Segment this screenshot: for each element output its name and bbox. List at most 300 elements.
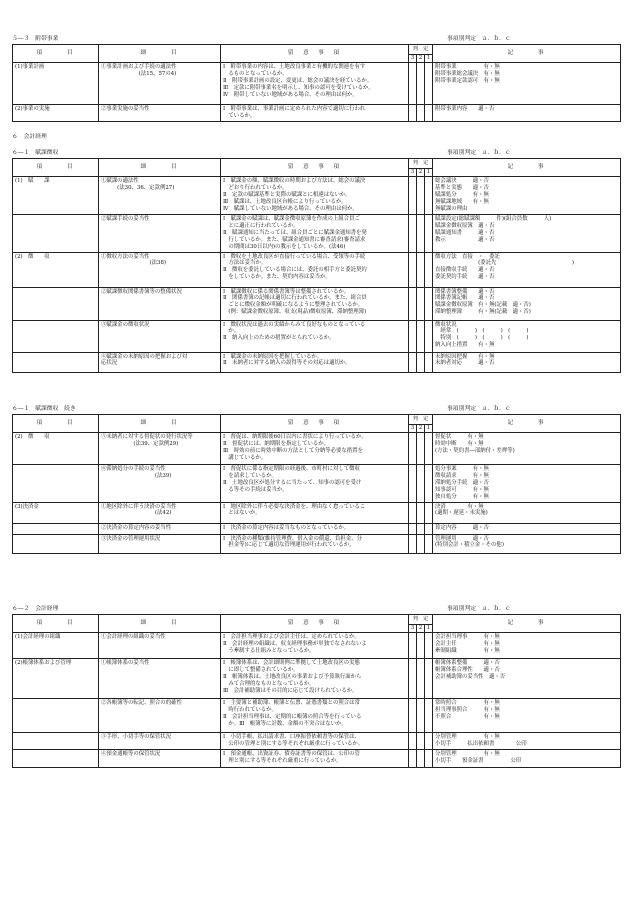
detail-cell [99,177,221,215]
judge-checkbox[interactable] [425,523,433,534]
header-judge: 判 定 [409,415,433,425]
detail-line: (法38) [101,260,166,267]
detail-line: ②決済金の算定内容の妥当性 [101,524,172,531]
header-item: 項 目 [13,45,99,63]
header-item: 項 目 [13,615,99,633]
notes-cell [433,750,621,768]
item-cell [13,465,99,503]
detail-cell [99,105,221,122]
header-detail: 細 目 [99,415,221,433]
note-line: 無賦課の理由 [435,205,468,212]
point-line: Ⅲ 定款に附帯事業名を明示し、知事の認可を受けているか。 [223,84,374,91]
point-line: Ⅱ 定款の賦課基準と実際の賦課とに相違はないか。 [223,191,351,198]
point-line: Ⅰ 賦課金の額、賦課徴収の時期および方法は、総会の議決 [223,178,366,184]
note-line: 牽制組織 有・無 [435,647,500,654]
judge-checkbox[interactable] [417,320,425,352]
item-cell [13,523,99,534]
detail-line: ③決済金の管理運用状況 [101,535,161,542]
sec3-section [12,404,620,554]
points-cell [221,215,409,253]
note-line: 処分事案 有・無 [435,466,489,472]
notes-cell [433,252,621,287]
header-judge-score: 1 [425,625,433,633]
judge-checkbox[interactable] [409,287,417,320]
detail-line: ④賦課金の未納原因の把握および対 [101,353,188,360]
detail-cell [99,750,221,768]
detail-line: ①地区除外に伴う決済の妥当性 [101,503,177,510]
judge-checkbox[interactable] [409,502,417,523]
point-line: 講じているか。 [223,454,267,461]
judge-checkbox[interactable] [417,534,425,553]
detail-cell [99,699,221,733]
table-row [13,523,621,534]
judge-checkbox[interactable] [417,465,425,503]
detail-line: ②事業実施の妥当性 [101,106,150,112]
item-cell [13,659,99,699]
judge-checkbox[interactable] [417,633,425,659]
note-line: 決済 有・無 [435,503,484,510]
point-line: Ⅱ 土地改良区が処分するに当たって、知事の認可を受け [223,479,362,486]
header-points: 留 意 事 項 [221,159,409,177]
header-detail: 細 目 [99,159,221,177]
note-line: 独自処分 有・無 [435,493,489,500]
header-row [13,45,621,55]
note-line: 賦課設定(総賦課額 件)(組合員数 人) [435,216,552,222]
note-line: 管理運用 適・否 [435,535,489,542]
note-line: 不照合 有・無 [435,713,500,720]
judge-checkbox[interactable] [425,659,433,699]
header-notes: 記 事 [433,415,621,433]
note-line: 教示 適・否 [435,236,495,243]
judge-checkbox[interactable] [409,215,417,253]
notes-cell [433,215,621,253]
item-cell [13,633,99,659]
notes-cell [433,502,621,523]
detail-cell [99,633,221,659]
item-label: (1)会計経理の組織 [15,634,61,640]
judge-checkbox[interactable] [417,733,425,750]
judge-checkbox[interactable] [425,105,433,122]
detail-line: ②賦課徴収関係書簿等の整備状況 [101,288,182,295]
note-line: (適期・遅延・未実施) [435,510,488,517]
judge-checkbox[interactable] [425,733,433,750]
point-line: Ⅰ 徴収状況は過去の実績からみて良好なものとなっている [223,321,366,328]
points-cell [221,733,409,750]
judge-checkbox[interactable] [409,523,417,534]
note-line: 附帯事業定款認可 有・無 [435,77,500,84]
point-line: とに適正に行われているか。 [223,222,299,229]
points-cell [221,433,409,465]
item-cell [13,352,99,372]
point-line: Ⅰ 賦課金の賦課は、賦課金徴収原簿を作成の上組合員ご [223,216,360,222]
point-line: Ⅰ 決済金の算定内容は妥当なものとなっているか。 [223,524,350,531]
judge-checkbox[interactable] [417,63,425,105]
item-cell [13,750,99,768]
table-row [13,215,621,253]
section-header [12,148,620,158]
table-row [13,750,621,768]
table-row [13,433,621,465]
point-line: Ⅰ 賦課金の未納原因を把握しているか。 [223,353,323,360]
note-line: 未納原因把握 有・無 [435,353,495,360]
judge-checkbox[interactable] [425,502,433,523]
point-line: 方法は妥当か。 [223,260,267,267]
point-line: Ⅰ 賦課徴収に係る関係書簿等は整備されているか。 [223,288,350,295]
header-judge: 判 定 [409,615,433,625]
note-line: 会計主任 有・無 [435,640,500,647]
header-item: 項 目 [13,415,99,433]
detail-cell [99,320,221,352]
point-line: Ⅱ 関係書簿の記帳は適切に行われているか。また、組合員 [223,295,367,302]
judge-checkbox[interactable] [417,287,425,320]
table-row [13,633,621,659]
item-cell [13,105,99,122]
point-line: るものとなっているか。 [223,70,288,77]
judge-legend: 事項別判定 ａ．ｂ．ｃ [447,606,511,612]
table-row [13,733,621,750]
checklist-table [12,614,621,768]
note-line: 無賦課地域 有・無 [435,198,489,205]
note-line: 帳簿体系整備 適・否 [435,660,500,666]
point-line: 担金等)に応じて適切な管理運用が行われているか。 [223,542,355,549]
point-line: Ⅲ 賦課は、土地改良区台帳により行っているか。 [223,198,347,205]
header-points: 留 意 事 項 [221,615,409,633]
item-cell [13,733,99,750]
judge-checkbox[interactable] [425,750,433,768]
detail-cell [99,502,221,523]
note-line: 特別 ( ) ( ) ( ) [435,335,529,342]
note-line: 賦課金徴収原簿 有・無(記載 適・否) [435,302,531,309]
notes-cell [433,659,621,699]
judge-checkbox[interactable] [425,352,433,372]
judge-checkbox[interactable] [425,215,433,253]
point-line: Ⅰ 附帯事業は、事業計画に定められた内容で適切に行われ [223,106,366,112]
point-line: を請求しているか。 [223,472,277,479]
judge-checkbox[interactable] [417,502,425,523]
point-line: Ⅰ 徴収を土地改良区が直接行っている場合、受領等の手続 [223,253,366,260]
point-line: Ⅱ 督促状には、納期限を指定しているか。 [223,440,330,447]
detail-line: ①徴収方法の妥当性 [101,253,150,260]
detail-line: ③賦課金の徴収状況 [101,321,150,328]
point-line: Ⅱ 会計担当理事は、定期的に帳簿の照合等を行っている [223,713,362,720]
judge-checkbox[interactable] [409,63,417,105]
note-line: 関係書簿記帳 適・否 [435,295,495,302]
section-title: ６―１ 賦課徴収 続き [12,406,76,412]
notes-cell [433,699,621,733]
point-line: Ⅱ 帳簿体系は、土地改良区の事業および予算執行面から [223,673,362,680]
header-judge-score: 3 [409,55,417,63]
point-line: Ⅰ 預金通帳、出資証券、債券証書等の保管は、公印の管 [223,751,360,757]
judge-checkbox[interactable] [409,177,417,215]
judge-checkbox[interactable] [417,352,425,372]
judge-legend: 事項別判定 ａ．ｂ．ｃ [447,150,511,156]
item-cell [13,287,99,320]
detail-line: (法15、57の4) [101,70,177,77]
note-line: 滞納整理簿 有・無(記載 適・否) [435,309,531,316]
notes-cell [433,105,621,122]
notes-cell [433,523,621,534]
points-cell [221,252,409,287]
section-title: ６―２ 会計経理 [12,606,59,612]
header-judge: 判 定 [409,159,433,169]
judge-checkbox[interactable] [425,63,433,105]
header-points: 留 意 事 項 [221,415,409,433]
table-row [13,659,621,699]
note-line: 徴収状況 [435,321,457,328]
detail-line: ①会計経理の組織の妥当性 [101,634,166,640]
judge-checkbox[interactable] [409,320,417,352]
checklist-table [12,158,621,373]
note-line: (特別会計・積立金・その他) [435,542,504,549]
detail-line: ①帳簿体系の妥当性 [101,660,150,666]
detail-line: ②各帳簿等の転記、照合の的確性 [101,700,182,706]
judge-checkbox[interactable] [425,633,433,659]
point-line: 時行われているか。 [223,706,277,713]
item-label: (2) 徴 収 [15,253,50,260]
item-cell [13,534,99,553]
chapter-title: ６ 会計経理 [12,134,47,140]
point-line: か。Ⅲ 帳簿等に計数、金額の不突合はないか。 [223,720,347,727]
sec1-section [12,34,620,122]
note-line: 賦課通知書 適・否 [435,229,495,236]
judge-legend: 事項別判定 ａ．ｂ．ｃ [447,36,511,42]
judge-checkbox[interactable] [409,750,417,768]
header-judge-score: 3 [409,425,417,433]
point-line: どおり行われているか。 [223,184,288,191]
checklist-table [12,414,621,554]
judge-checkbox[interactable] [409,659,417,699]
points-cell [221,659,409,699]
point-line: か。 [223,328,240,335]
header-judge-score: 1 [425,425,433,433]
item-label: (2)事業の実施 [15,106,50,112]
table-row [13,252,621,287]
notes-cell [433,733,621,750]
judge-checkbox[interactable] [417,177,425,215]
section-title: ６―１ 賦課徴収 [12,150,59,156]
header-notes: 記 事 [433,45,621,63]
table-row [13,502,621,523]
judge-checkbox[interactable] [425,534,433,553]
judge-checkbox[interactable] [409,433,417,465]
judge-checkbox[interactable] [425,699,433,733]
item-cell [13,699,99,733]
point-line: ているか。 [223,112,256,119]
note-line: 小切手 払出依頼書 公印 [435,740,527,747]
points-cell [221,750,409,768]
judge-checkbox[interactable] [409,699,417,733]
points-cell [221,699,409,733]
header-judge-score: 2 [417,625,425,633]
detail-cell [99,287,221,320]
header-judge-score: 1 [425,55,433,63]
judge-checkbox[interactable] [417,433,425,465]
notes-cell [433,534,621,553]
point-line: Ⅰ 小切手帳、払出請求書、口座振替依頼書等の保管は、 [223,734,360,740]
judge-checkbox[interactable] [409,352,417,372]
point-line: 公印の管理と別にする等それぞれ厳重に行っているか。 [223,740,364,747]
point-line: Ⅱ 納入向上のための措置がとられているか。 [223,335,335,342]
notes-cell [433,465,621,503]
point-line: Ⅱ 徴収を委託している場合には、委託の相手方と委託契約 [223,267,367,274]
note-line: 経常 ( ) ( ) ( ) [435,328,529,335]
judge-checkbox[interactable] [417,252,425,287]
judge-checkbox[interactable] [417,659,425,699]
notes-cell [433,63,621,105]
judge-checkbox[interactable] [425,465,433,503]
header-points: 留 意 事 項 [221,45,409,63]
note-line: 会計補助簿の妥当性 適・否 [435,673,506,680]
table-row [13,352,621,372]
judge-legend: 事項別判定 ａ．ｂ．ｃ [447,406,511,412]
point-line: Ⅰ 主要簿と補助簿、帳簿と伝票、証憑書類との照合は常 [223,700,360,706]
checklist-table [12,44,621,122]
detail-cell [99,465,221,503]
judge-checkbox[interactable] [425,252,433,287]
points-cell [221,63,409,105]
section-title: ５―３ 附帯事業 [12,36,59,42]
judge-checkbox[interactable] [409,252,417,287]
judge-checkbox[interactable] [409,633,417,659]
point-line: う牽制する仕組みとなっているか。 [223,647,315,654]
header-detail: 細 目 [99,615,221,633]
note-line: 徴収請求 有・無 [435,472,489,479]
judge-checkbox[interactable] [409,465,417,503]
note-line: 附帯事業総会議決 有・無 [435,70,500,77]
table-row [13,287,621,320]
point-line: 理と別にする等それぞれ厳重に行っているか。 [223,757,342,764]
detail-cell [99,523,221,534]
point-line: Ⅱ 会計経理の組織は、収支経理事務が単独でなされないよ [223,640,367,647]
header-row [13,415,621,425]
notes-cell [433,320,621,352]
point-line: る等その手続は妥当か。 [223,486,288,493]
judge-checkbox[interactable] [409,105,417,122]
detail-line: (法42) [101,510,172,517]
note-line: 会計担当理事 有・無 [435,634,500,640]
judge-checkbox[interactable] [417,523,425,534]
detail-cell [99,433,221,465]
item-label: (1)事業計画 [15,64,45,70]
point-line: Ⅰ 会計担当理事および会計主任は、定められているか。 [223,634,360,640]
item-label: (2) 徴 収 [15,434,50,440]
detail-cell [99,733,221,750]
detail-line: ⑥滞納処分の手続の妥当性 [101,466,166,472]
item-cell [13,177,99,215]
section-header [12,404,620,414]
detail-line: (法39) [101,472,172,479]
note-line: 小切手 預金証書 公印 [435,757,522,764]
item-cell [13,63,99,105]
item-label: (2)帳簿体系および管理 [15,660,72,666]
header-judge-score: 1 [425,169,433,177]
note-line: 督促状 有・無 [435,434,484,440]
point-line: 行しているか。また、賦課金通知書に審査請求(審査請求 [223,236,366,243]
note-line: 知事認可 有・無 [435,486,489,493]
note-line: 徴収方法 直接 ・ 委託 [435,253,500,260]
header-judge-score: 3 [409,169,417,177]
header-row [13,159,621,169]
judge-checkbox[interactable] [417,215,425,253]
note-line: 滞納処分手続 適・否 [435,479,489,486]
header-row [13,615,621,625]
note-line: 賦課金徴収原簿 適・否 [435,222,495,229]
points-cell [221,352,409,372]
point-line: とはないか。 [223,510,261,517]
table-row [13,63,621,105]
points-cell [221,105,409,122]
header-judge: 判 定 [409,45,433,55]
detail-line: ④預金通帳等の保管状況 [101,751,161,757]
detail-line: (法30、36、定款例27) [101,184,175,191]
points-cell [221,465,409,503]
point-line: Ⅰ 地区除外に伴う必要な決済金を、理由なく怠っているこ [223,503,366,510]
table-row [13,177,621,215]
note-line: 納入向上措置 有・無 [435,342,495,349]
points-cell [221,502,409,523]
judge-checkbox[interactable] [417,699,425,733]
point-line: Ⅱ 賦課通知に当たっては、組合員ごとに賦課金通知書を発 [223,229,367,236]
points-cell [221,633,409,659]
point-line: の期間は30日以内)の教示をしているか。(法46) [223,243,346,250]
note-line: 時効中断 有・無 [435,440,484,447]
item-cell [13,502,99,523]
detail-line: ①事業計画および手続の適法性 [101,64,177,70]
judge-checkbox[interactable] [409,534,417,553]
item-cell [13,252,99,287]
item-label: (1) 賦 課 [15,178,50,184]
judge-checkbox[interactable] [425,433,433,465]
point-line: Ⅲ 時効の前に時効中断の方法として分納等必要な措置を [223,447,363,454]
point-line: Ⅱ 未納者に対する納入の説得等その対応は適切か。 [223,360,351,367]
judge-checkbox[interactable] [417,750,425,768]
judge-checkbox[interactable] [409,733,417,750]
header-judge-score: 3 [409,625,417,633]
section-header [12,34,620,44]
header-detail: 細 目 [99,45,221,63]
note-line: 担当理事照合 有・無 [435,706,500,713]
points-cell [221,523,409,534]
sec4-section [12,604,620,768]
judge-checkbox[interactable] [425,287,433,320]
note-line: 算定内容 適・否 [435,524,489,531]
detail-cell [99,252,221,287]
judge-checkbox[interactable] [425,177,433,215]
detail-line: (法39、定款例29) [101,440,179,447]
table-row [13,105,621,122]
notes-cell [433,433,621,465]
point-line: をしているか。また、契約内容は妥当か。 [223,274,331,281]
point-line: に即して整備されているか。 [223,666,299,673]
detail-line: 応状況 [101,360,118,367]
item-cell [13,433,99,465]
notes-cell [433,633,621,659]
detail-cell [99,534,221,553]
detail-line: ②賦課手続の妥当性 [101,216,150,222]
judge-checkbox[interactable] [417,105,425,122]
notes-cell [433,287,621,320]
note-line: 常時照合 有・無 [435,700,500,706]
header-judge-score: 2 [417,55,425,63]
note-line: (方法・契約書―部納付・差押等) [435,447,515,454]
judge-checkbox[interactable] [425,320,433,352]
note-line: 分別管理 有・無 [435,734,500,740]
point-line: Ⅱ 附帯事業計画の設定、変更は、総会の議決を経ているか。 [223,77,373,84]
table-row [13,465,621,503]
detail-cell [99,352,221,372]
detail-line: ⑤未納者に対する督促状の発行状況等 [101,434,193,440]
header-judge-score: 2 [417,425,425,433]
